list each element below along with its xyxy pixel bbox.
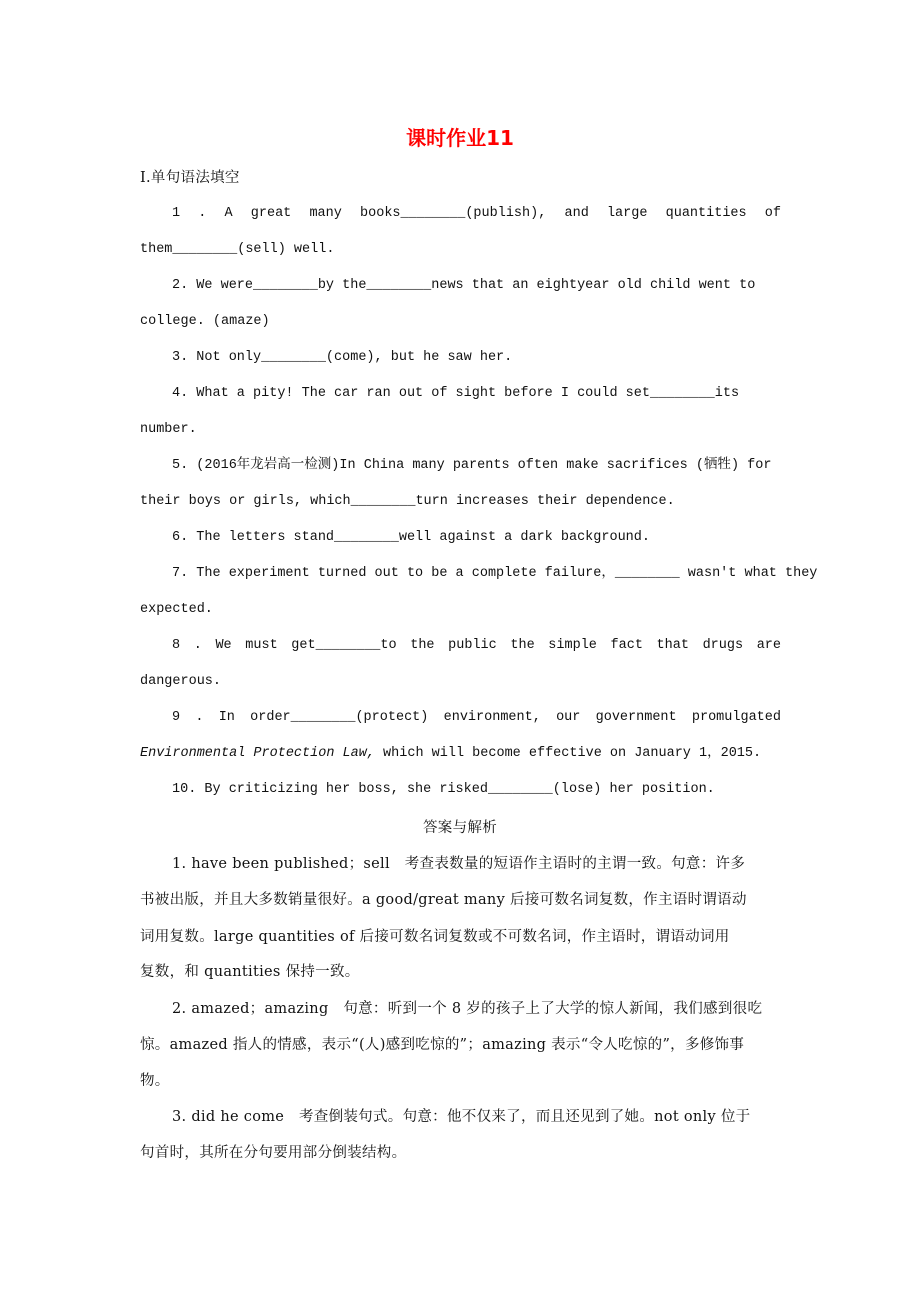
question-line: 4. What a pity! The car ran out of sight before I could set________its (172, 386, 740, 401)
page-title: 课时作业11 (406, 126, 514, 150)
question-line: their boys or girls, which________turn increases their dependence. (140, 494, 675, 509)
question-line: 7. The experiment turned out to be a complete failure，________ wasn't what they (172, 566, 818, 581)
answer-line: 词用复数。large quantities of 后接可数名词复数或不可数名词，作主语时，谓语动词用 (140, 929, 730, 945)
question-text: which will become effective on January 1，2015. (374, 746, 762, 761)
question-line: 10. By criticizing her boss, she risked________(lose) her position. (172, 782, 715, 797)
question-line (140, 745, 761, 763)
answer-line: 惊。amazed 指人的情感，表示“(人)感到吃惊的”；amazing 表示“令人吃惊的”，多修饰事 (140, 1037, 745, 1053)
question-line: 1 . A great many books________(publish), and large quantities of (172, 206, 781, 221)
question-line: 9 . In order________(protect) environment, our government promulgated (172, 710, 781, 725)
question-line: number. (140, 422, 197, 437)
question-line: 6. The letters stand________well against a dark background. (172, 530, 650, 545)
answer-line: 句首时，其所在分句要用部分倒装结构。 (140, 1145, 407, 1161)
section-heading: Ⅰ.单句语法填空 (140, 170, 240, 186)
question-line: 5. (2016年龙岩高一检测)In China many parents often make sacrifices (牺牲) for (172, 458, 772, 473)
answer-line: 2. amazed；amazing 句意：听到一个 8 岁的孩子上了大学的惊人新闻，我们感到很吃 (172, 1001, 763, 1017)
question-line: 3. Not only________(come), but he saw her. (172, 350, 513, 365)
answer-line: 复数，和 quantities 保持一致。 (140, 964, 360, 980)
question-line: college. (amaze) (140, 314, 270, 329)
question-line: them________(sell) well. (140, 242, 335, 257)
question-line: dangerous. (140, 674, 222, 689)
answer-line: 1. have been published；sell 考查表数量的短语作主语时的主谓一致。句意：许多 (172, 856, 746, 872)
answer-line: 物。 (140, 1073, 170, 1089)
question-line: expected. (140, 602, 213, 617)
answer-line: 书被出版，并且大多数销量很好。a good/great many 后接可数名词复数，作主语时谓语动 (140, 892, 747, 908)
question-line: 8 . We must get________to the public the simple fact that drugs are (172, 638, 781, 653)
answers-heading: 答案与解析 (423, 820, 497, 836)
answer-line: 3. did he come 考查倒装句式。句意：他不仅来了，而且还见到了她。not only 位于 (172, 1109, 751, 1125)
question-line: 2. We were________by the________news that an eightyear old child went to (172, 278, 756, 293)
law-name: Environmental Protection Law, (140, 746, 375, 761)
